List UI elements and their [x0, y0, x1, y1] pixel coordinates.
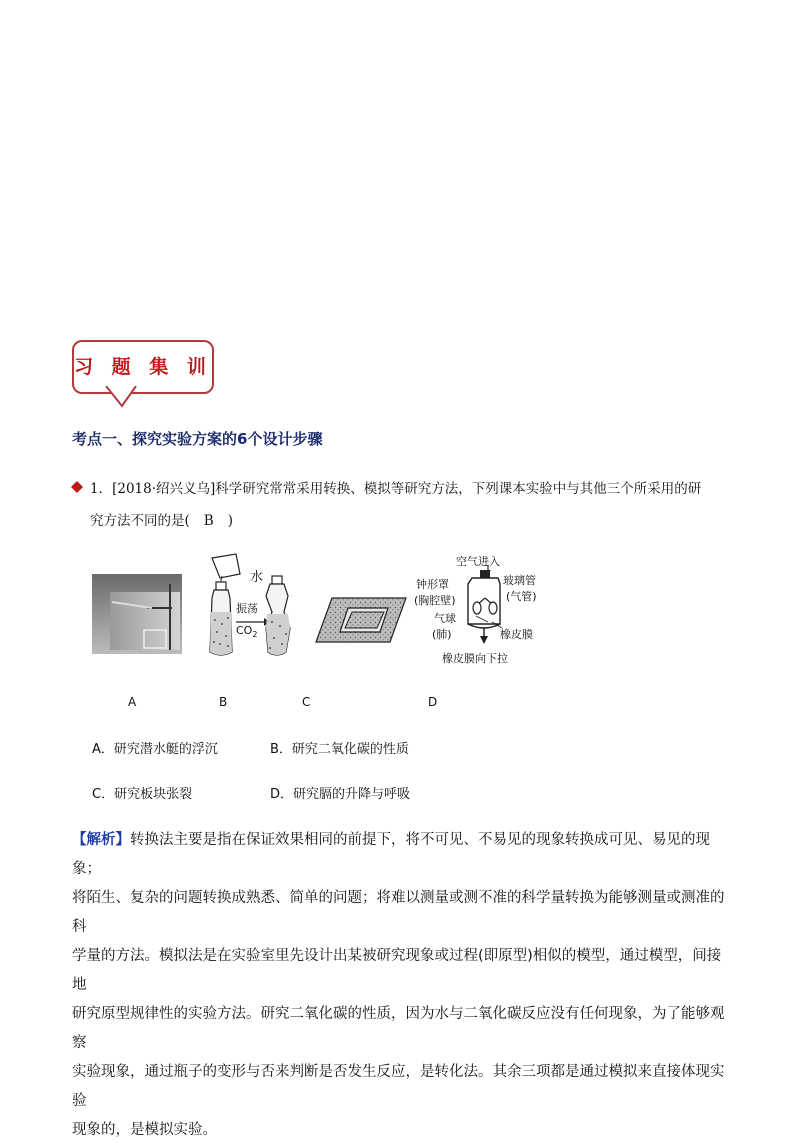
question-text-line2 — [90, 512, 233, 530]
analysis-block — [72, 826, 732, 1145]
figure-label-d: D — [428, 695, 438, 709]
figure-a-apparatus-icon — [92, 574, 182, 654]
figure-label-b: B — [219, 695, 228, 709]
question-suffix: ) — [227, 513, 233, 529]
question-prefix: 究方法不同的是( — [90, 513, 190, 529]
figure-d-tube-sub-label: (气管) — [506, 590, 537, 603]
figure-d-pointer-lines-icon — [476, 614, 502, 630]
figure-b-shake-label: 振荡 — [236, 602, 258, 615]
figure-c-plates-icon — [314, 596, 408, 644]
figure-d-jar-sub-label: (胸腔壁) — [414, 594, 456, 607]
analysis-line4: 研究原型规律性的实验方法。研究二氧化碳的性质，因为水与二氧化碳反应没有任何现象，为了能够观察 — [72, 1006, 725, 1051]
option-c: C．研究板块张裂 — [92, 787, 193, 802]
figure-d-air-in-label: 空气进入 — [456, 555, 500, 568]
figure-d-tube-label: 玻璃管 — [503, 574, 536, 587]
diamond-bullet-icon — [70, 480, 84, 494]
option-b: B．研究二氧化碳的性质 — [270, 742, 409, 757]
figure-label-c: C — [302, 695, 311, 709]
figure-label-a: A — [128, 695, 137, 709]
figure-b-water-label: 水 — [250, 570, 264, 585]
section-title: 考点一、探究实验方案的6个设计步骤 — [72, 430, 323, 448]
question-answer: B — [203, 513, 214, 529]
analysis-line2: 将陌生、复杂的问题转换成熟悉、简单的问题；将难以测量或测不准的科学量转换为能够测量或测准的科 — [72, 890, 725, 935]
figure-d-balloon-sub-label: (肺) — [432, 628, 452, 641]
analysis-line3: 学量的方法。模拟法是在实验室里先设计出某被研究现象或过程(即原型)相似的模型，通过模型，间接地 — [72, 948, 722, 993]
question-text-line1: 1．[2018·绍兴义乌]科学研究常常采用转换、模拟等研究方法，下列课本实验中与其他三个所采用的研 — [90, 481, 702, 497]
option-d: D．研究膈的升降与呼吸 — [270, 787, 411, 802]
figure-d-balloon-label: 气球 — [434, 612, 456, 625]
figure-d-membrane-label: 橡皮膜 — [500, 628, 533, 641]
header-title: 习 题 集 训 — [74, 356, 212, 378]
analysis-line5: 实验现象，通过瓶子的变形与否来判断是否发生反应，是转化法。其余三项都是通过模拟来直接体现实验 — [72, 1064, 725, 1109]
option-a: A．研究潜水艇的浮沉 — [92, 742, 218, 757]
analysis-tag: 【解析】 — [72, 832, 130, 848]
figure-b-co2-label: $CO_2$ — [236, 624, 258, 640]
figure-d-jar-label: 钟形罩 — [416, 578, 449, 591]
analysis-line1: 【解析】转换法主要是指在保证效果相同的前提下，将不可见、不易见的现象转换成可见、易见的现象； — [72, 832, 710, 877]
analysis-line6: 现象的，是模拟实验。 — [72, 1122, 217, 1138]
figure-d-pull-label: 橡皮膜向下拉 — [442, 652, 508, 665]
